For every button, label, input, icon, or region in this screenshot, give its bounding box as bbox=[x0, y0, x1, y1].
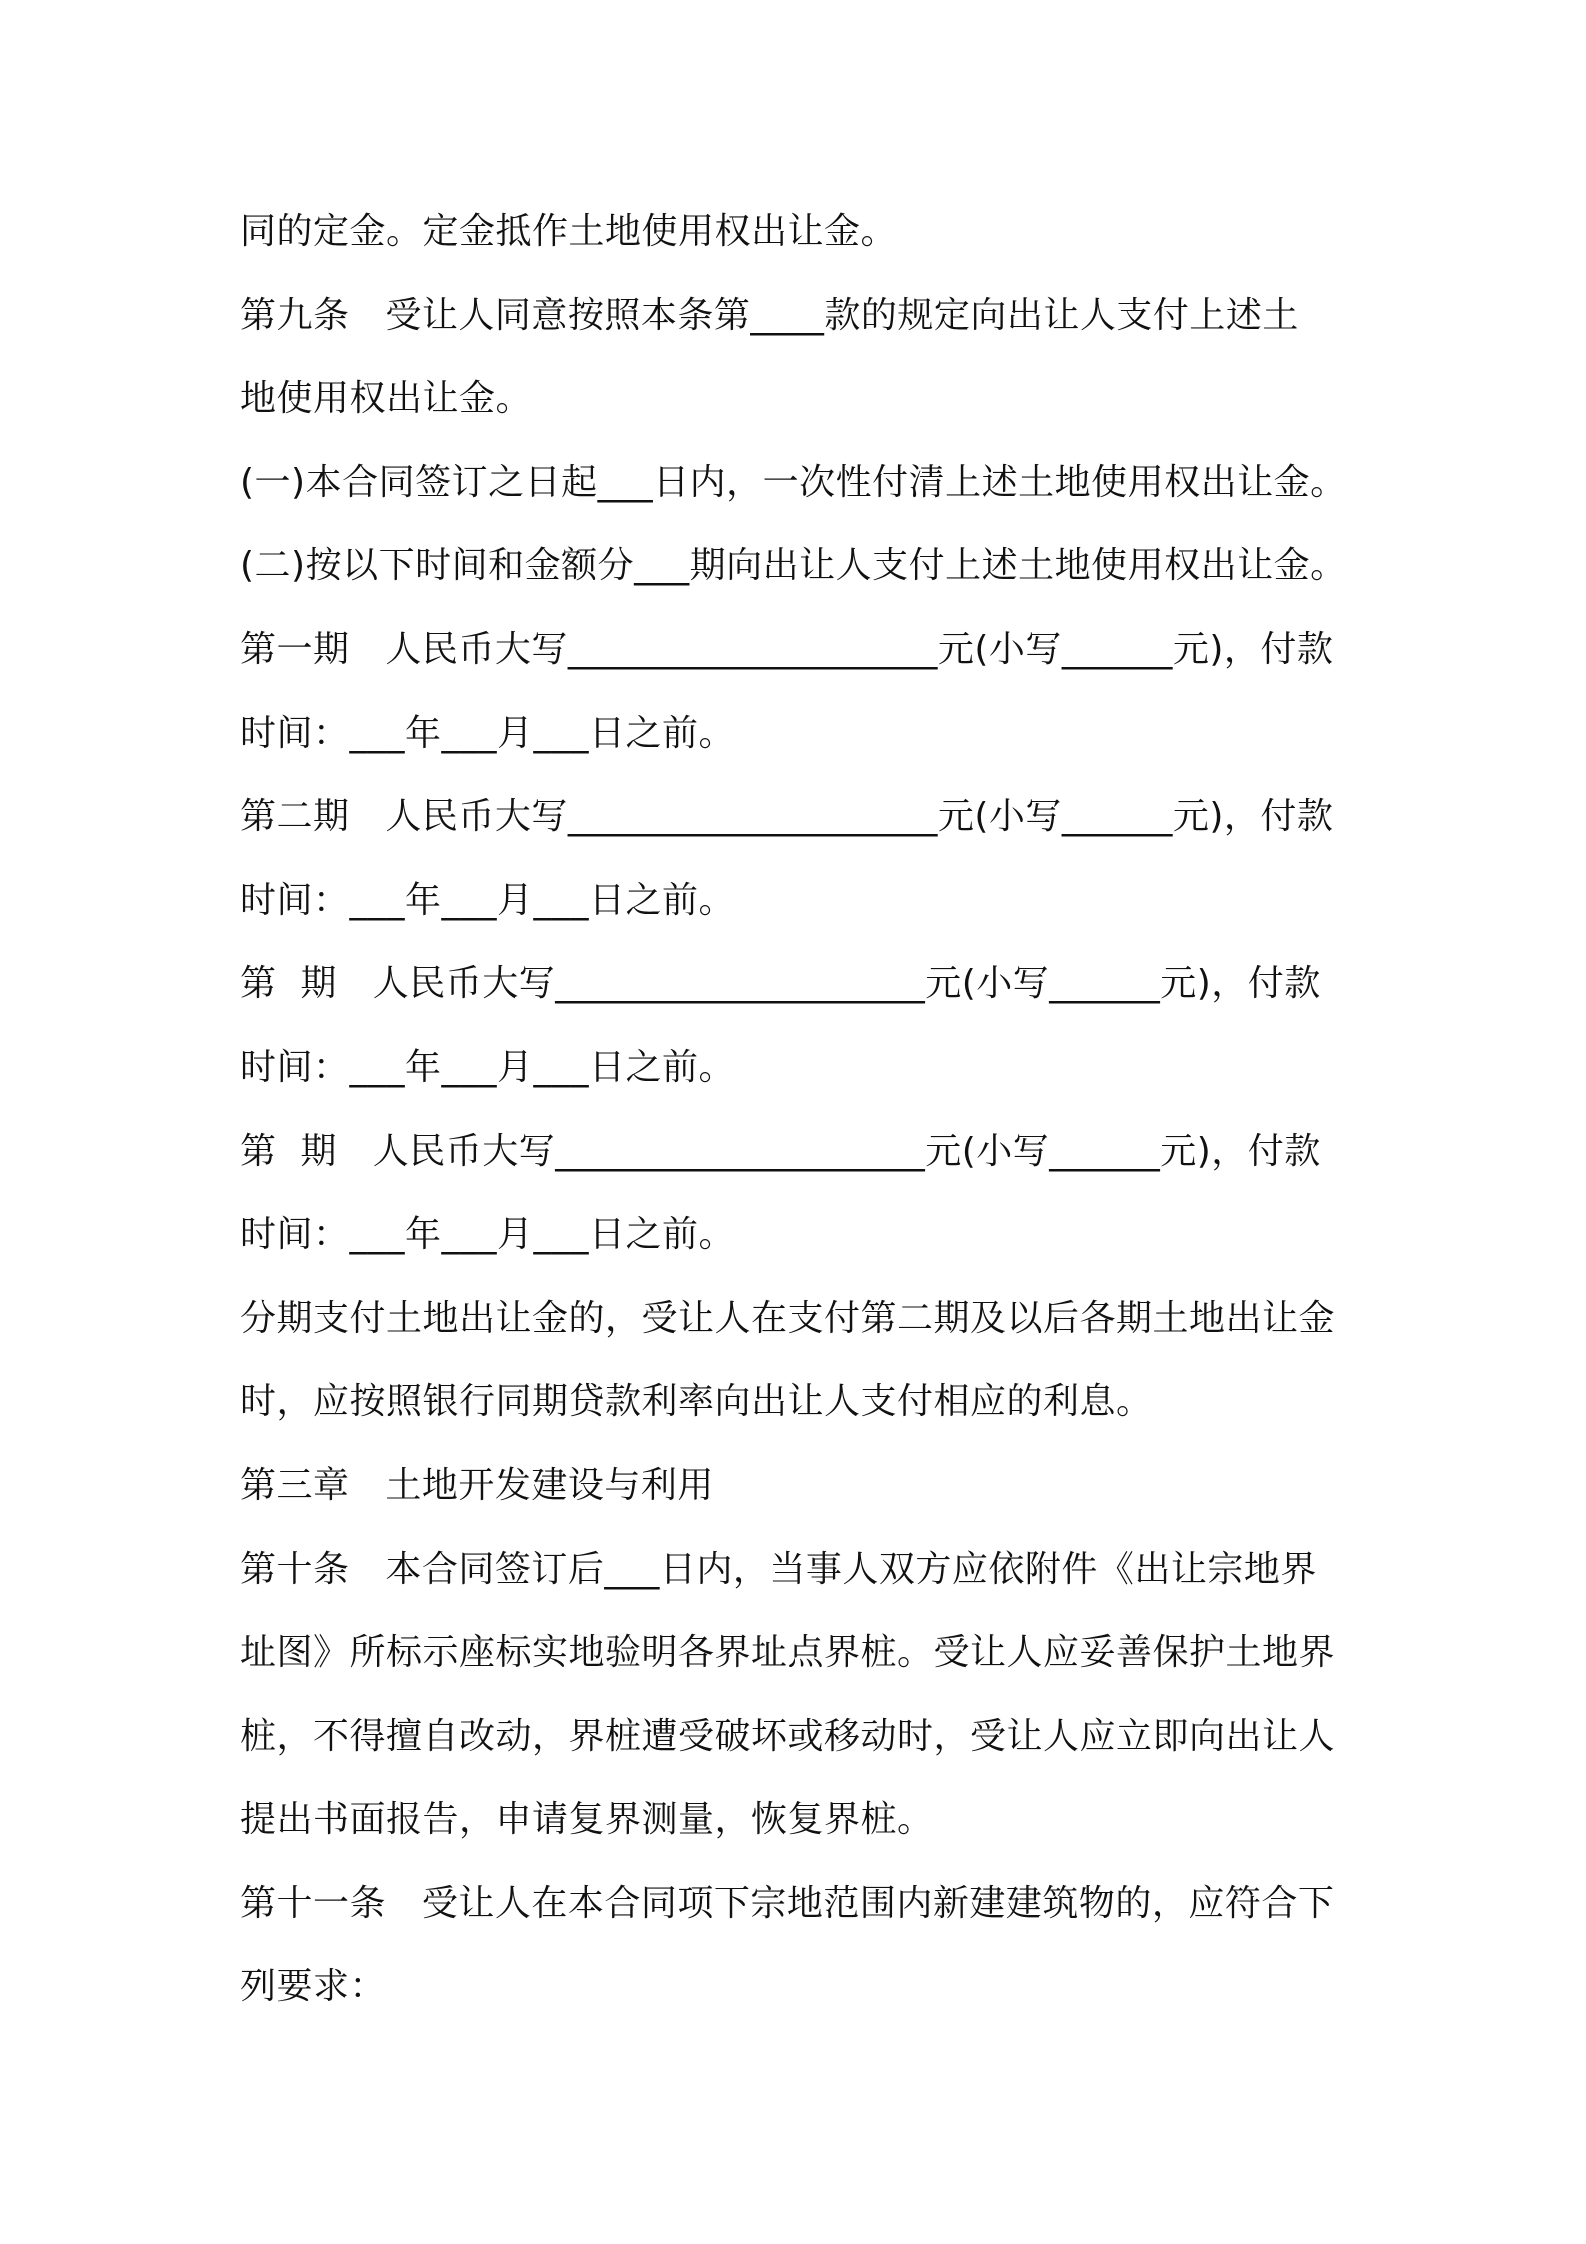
text-line: 分期支付土地出让金的，受让人在支付第二期及以后各期土地出让金 bbox=[240, 1297, 1336, 1339]
text-line: 列要求： bbox=[240, 1966, 387, 2008]
text-line: 第十条 本合同签订后___日内，当事人双方应依附件《出让宗地界 bbox=[240, 1548, 1317, 1590]
text-line: 时间：___年___月___日之前。 bbox=[240, 1214, 736, 1256]
text-line: (二)按以下时间和金额分___期向出让人支付上述土地使用权出让金。 bbox=[240, 545, 1347, 587]
document-page bbox=[240, 190, 1400, 2029]
text-line: 第二期 人民币大写____________________元(小写______元)，付款 bbox=[240, 796, 1334, 838]
text-line: 第 期 人民币大写____________________元(小写______元)，付款 bbox=[240, 1130, 1321, 1172]
text-line: 地使用权出让金。 bbox=[240, 378, 533, 420]
text-line: 时间：___年___月___日之前。 bbox=[240, 879, 736, 921]
text-line: 同的定金。定金抵作土地使用权出让金。 bbox=[240, 211, 898, 252]
text-line: 第十一条 受让人在本合同项下宗地范围内新建建筑物的，应符合下 bbox=[240, 1882, 1335, 1924]
text-line: 第 期 人民币大写____________________元(小写______元)，付款 bbox=[240, 963, 1321, 1005]
text-line: 桩，不得擅自改动，界桩遭受破坏或移动时，受让人应立即向出让人 bbox=[240, 1715, 1336, 1757]
text-line: 时间：___年___月___日之前。 bbox=[240, 1046, 736, 1088]
text-line: 第九条 受让人同意按照本条第____款的规定向出让人支付上述土 bbox=[240, 294, 1299, 336]
text-line: 时间：___年___月___日之前。 bbox=[240, 712, 736, 754]
text-line: 第一期 人民币大写____________________元(小写______元)，付款 bbox=[240, 628, 1334, 670]
text-line: (一)本合同签订之日起___日内，一次性付清上述土地使用权出让金。 bbox=[240, 461, 1347, 503]
text-line: 提出书面报告，申请复界测量，恢复界桩。 bbox=[240, 1799, 934, 1841]
text-line: 时，应按照银行同期贷款利率向出让人支付相应的利息。 bbox=[240, 1381, 1153, 1423]
text-line: 址图》所标示座标实地验明各界址点界桩。受让人应妥善保护土地界 bbox=[240, 1632, 1336, 1674]
chapter-heading: 第三章 土地开发建设与利用 bbox=[240, 1464, 714, 1506]
